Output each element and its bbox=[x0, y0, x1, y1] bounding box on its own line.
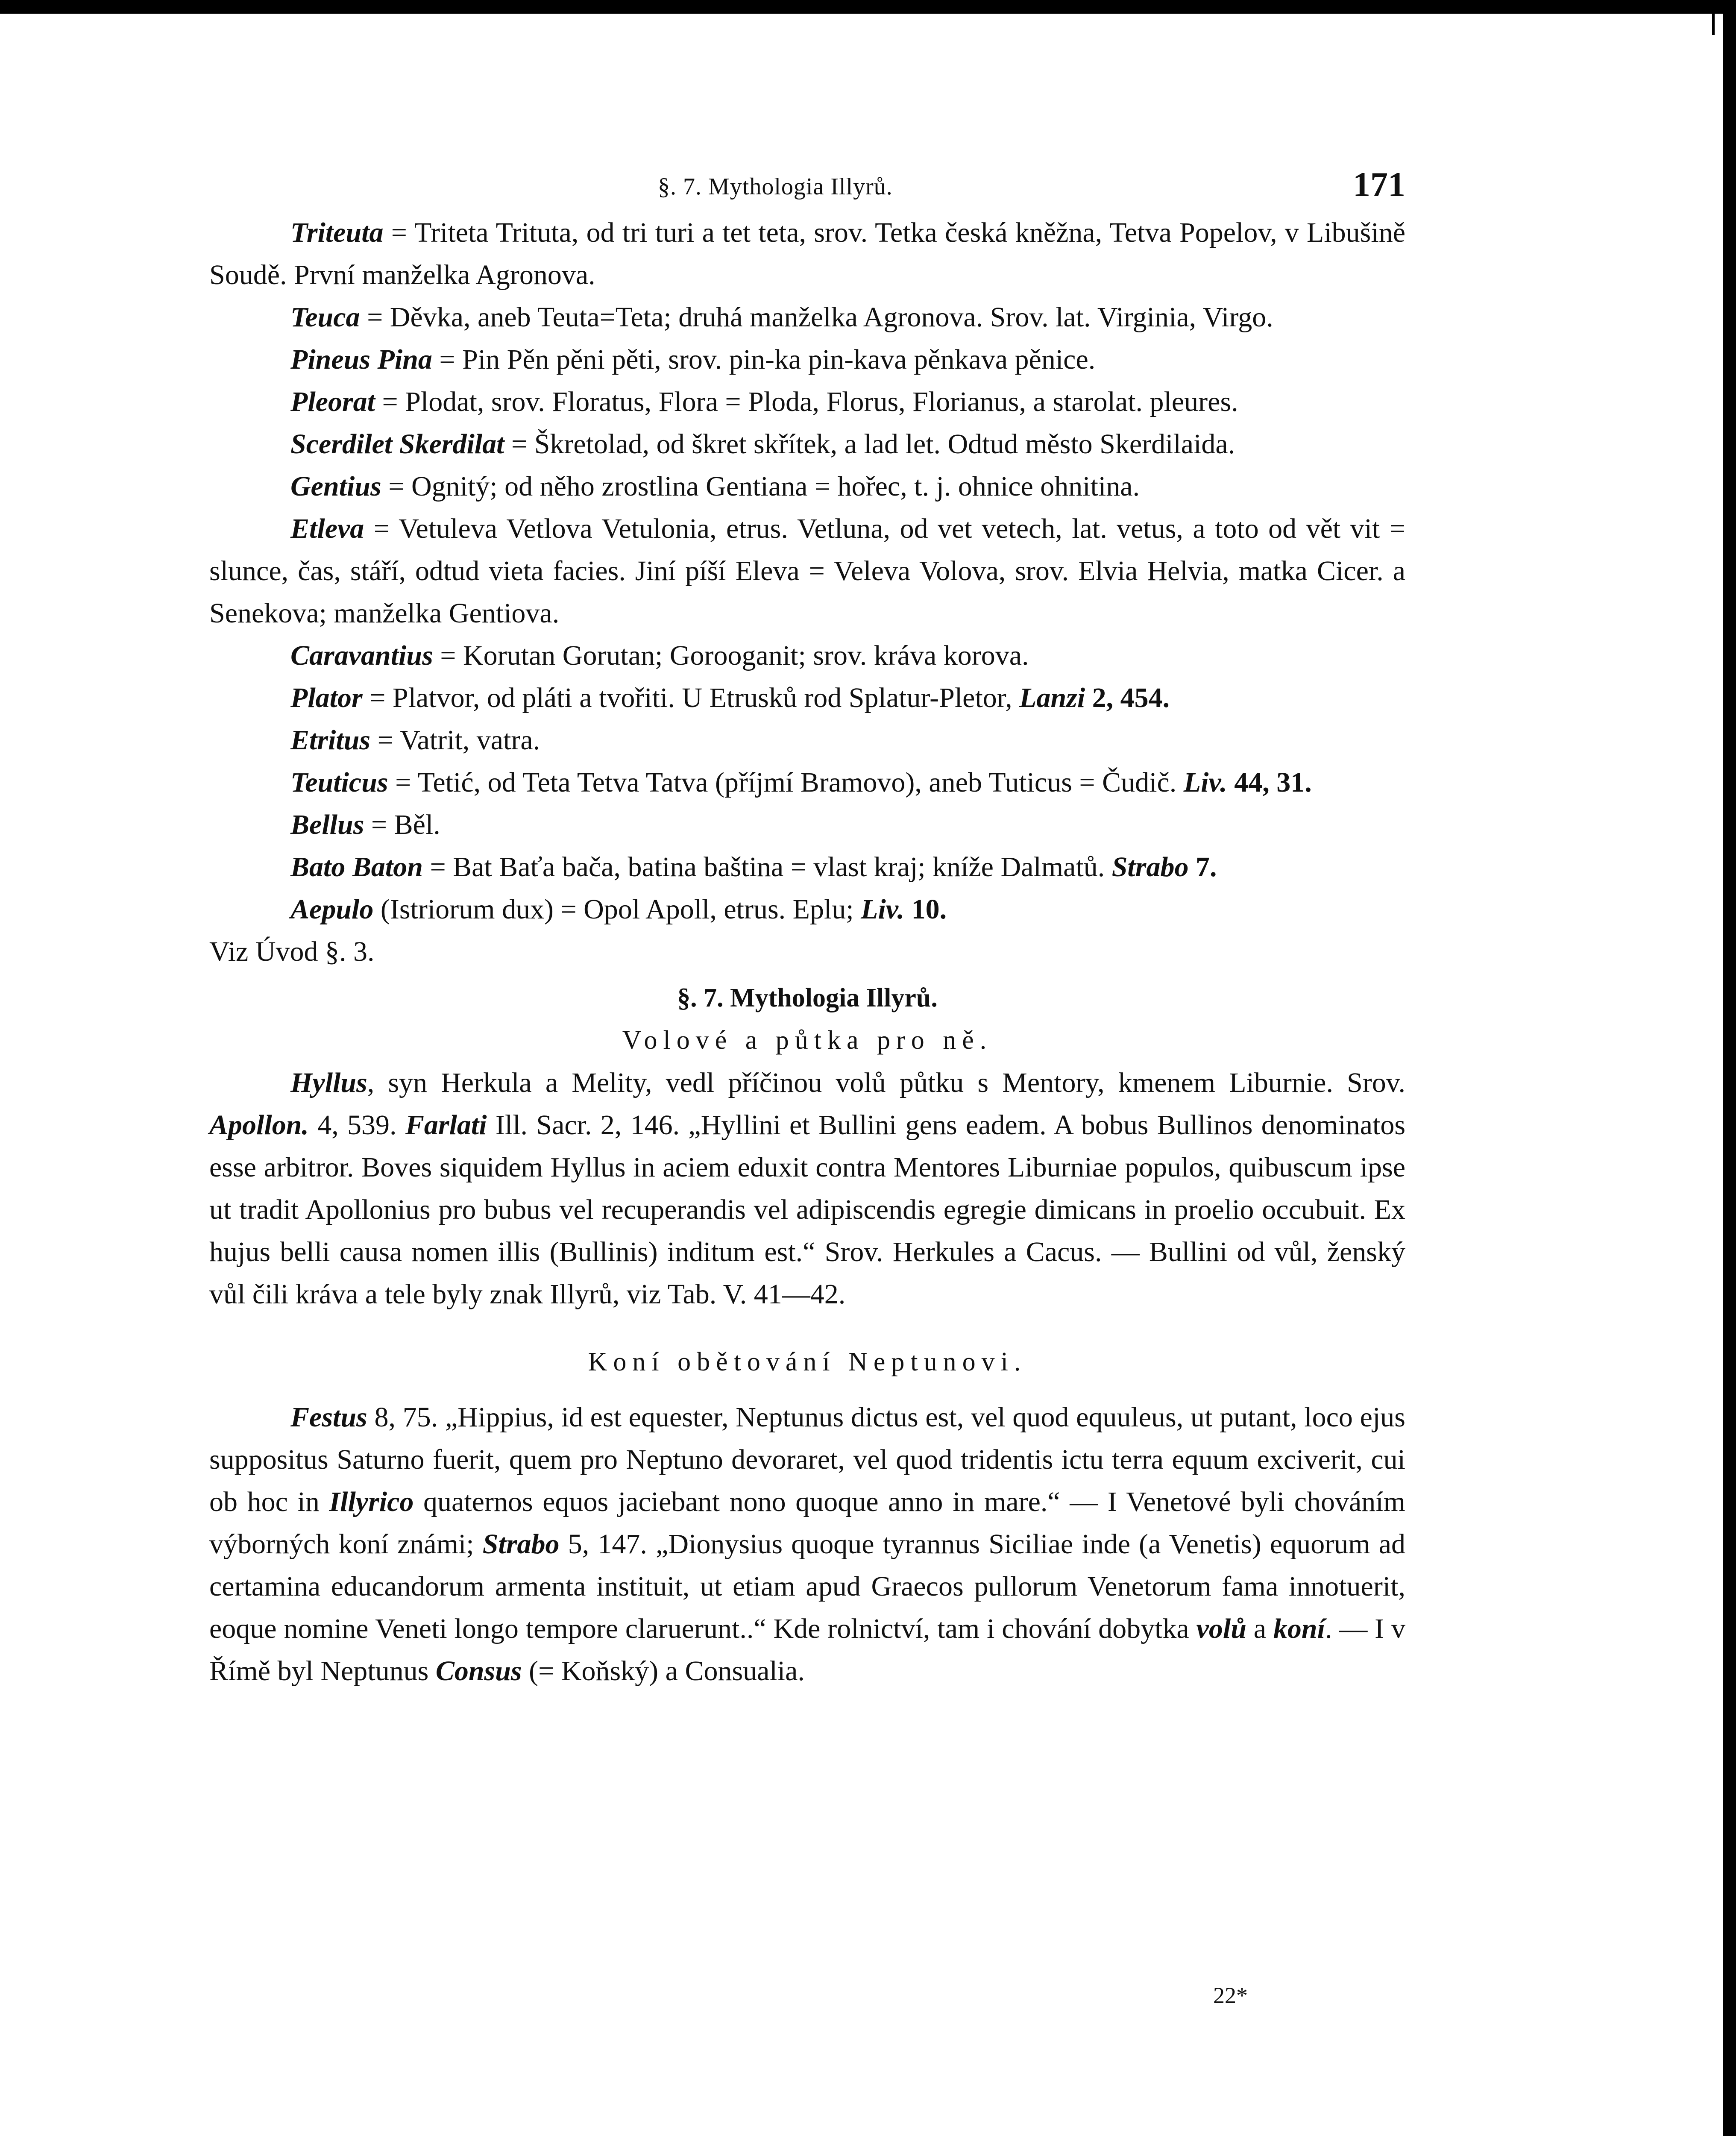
entry-aepulo bbox=[209, 888, 1405, 930]
paragraph-term: Hyllus bbox=[290, 1067, 367, 1098]
entry-term: Etritus bbox=[290, 725, 371, 756]
entry-caravantius bbox=[209, 634, 1405, 677]
paragraph-text: 5, 147. „Dionysius quoque tyrannus Siciliae inde (a Venetis) equorum ad certamina educandorum armenta instituit, ut etiam apud Graecos pullorum Venetorum fama innotuerit, eoque nomine Veneti longo tempore claruerunt..“ Kde rolnictví, tam i chování dobytka bbox=[209, 1529, 1405, 1644]
body-text bbox=[209, 211, 1405, 1692]
section-subtitle-2: Koní obětování Neptunovi. bbox=[588, 1347, 1027, 1376]
entry-text: = Škretolad, od škret skřítek, a lad let. Odtud město Skerdilaida. bbox=[504, 428, 1235, 460]
paragraph-text: 8, 75. „Hippius, id est equester, Neptunus dictus est, vel quod equuleus, ut putant, loco ejus suppositus Saturno fuerit, quem pro Neptuno devoraret, vel quod tridentis ictu terra equum exciverit, cui ob hoc in bbox=[209, 1402, 1405, 1517]
entry-reference-text: 2, 454. bbox=[1085, 682, 1170, 713]
scan-frame-right bbox=[1723, 0, 1736, 2136]
entry-term: Bato Baton bbox=[290, 851, 423, 883]
entry-term: Caravantius bbox=[290, 640, 433, 671]
entry-term: Bellus bbox=[290, 809, 364, 840]
entry-teuca bbox=[209, 296, 1405, 338]
paragraph-term: Festus bbox=[290, 1402, 367, 1433]
paragraph-hyllus bbox=[209, 1062, 1405, 1315]
paragraph-text: quaternos equos jaciebant nono quoque anno in mare.“ — I Venetové byli chováním výborných koní známi; bbox=[209, 1486, 1405, 1560]
entry-term: Teuca bbox=[290, 302, 360, 333]
paragraph-text: (= Koňský) a Consualia. bbox=[522, 1655, 805, 1687]
entry-text: = Děvka, aneb Teuta=Teta; druhá manželka Agronova. Srov. lat. Virginia, Virgo. bbox=[360, 302, 1273, 333]
section-heading: §. 7. Mythologia Illyrů. bbox=[677, 983, 938, 1012]
paragraph-text: a bbox=[1246, 1613, 1273, 1644]
paragraph-reference: Illyrico bbox=[329, 1486, 414, 1517]
entry-term: Teuticus bbox=[290, 767, 388, 798]
paragraph-reference: Farlati bbox=[405, 1109, 487, 1141]
entry-text: = Vatrit, vatra. bbox=[370, 725, 540, 756]
paragraph-emphasis: volů bbox=[1196, 1613, 1246, 1644]
entry-triteuta bbox=[209, 211, 1405, 296]
paragraph-festus bbox=[209, 1396, 1405, 1692]
entry-term: Pleorat bbox=[290, 386, 375, 417]
entry-text: = Bat Baťa bača, batina baština = vlast kraj; kníže Dalmatů. bbox=[422, 851, 1112, 883]
entry-etleva bbox=[209, 508, 1405, 634]
entry-term: Pineus Pina bbox=[290, 344, 432, 375]
running-title: §. 7. Mythologia Illyrů. bbox=[658, 173, 893, 200]
entry-text: (Istriorum dux) = Opol Apoll, etrus. Eplu; bbox=[373, 894, 861, 925]
paragraph-emphasis: koní bbox=[1273, 1613, 1325, 1644]
paragraph-text: , syn Herkula a Melity, vedl příčinou volů půtku s Mentory, kmenem Liburnie. Srov. bbox=[367, 1067, 1405, 1098]
entry-term: Triteuta bbox=[290, 217, 384, 248]
entry-reference: Lanzi bbox=[1019, 682, 1085, 713]
closing-line: Viz Úvod §. 3. bbox=[209, 936, 375, 967]
page-number: 171 bbox=[1353, 165, 1405, 204]
paragraph-emphasis: Consus bbox=[435, 1655, 522, 1687]
entry-reference: Liv. bbox=[1183, 767, 1227, 798]
entry-etritus bbox=[209, 719, 1405, 761]
entry-scerdilet bbox=[209, 423, 1405, 465]
entry-term: Plator bbox=[290, 682, 363, 713]
entry-text: = Triteta Trituta, od tri turi a tet teta, srov. Tetka česká kněžna, Tetva Popelov, v Libušině Soudě. První manželka Agronova. bbox=[209, 217, 1405, 290]
running-head bbox=[209, 164, 1405, 211]
page bbox=[209, 164, 1405, 1692]
entry-term: Etleva bbox=[290, 513, 364, 544]
entry-pleorat bbox=[209, 381, 1405, 423]
paragraph-text: 4, 539. bbox=[308, 1109, 405, 1141]
entry-term: Aepulo bbox=[290, 894, 374, 925]
signature-mark: 22* bbox=[1213, 1983, 1248, 2008]
entry-term: Scerdilet Skerdilat bbox=[290, 428, 504, 460]
entry-reference: Liv. bbox=[861, 894, 905, 925]
entry-text: = Korutan Gorutan; Gorooganit; srov. kráva korova. bbox=[433, 640, 1029, 671]
entry-bato bbox=[209, 846, 1405, 888]
paragraph-reference: Apollon. bbox=[209, 1109, 309, 1141]
paragraph-text: Ill. Sacr. 2, 146. „Hyllini et Bullini gens eadem. A bobus Bullinos denominatos esse arbitror. Boves siquidem Hyllus in aciem eduxit contra Mentores Liburniae populos, quibuscum ipse ut tradit Apollonius pro bubus vel recuperandis vel adipiscendis egregie dimicans in proelio occubuit. Ex hujus belli causa nomen illis (Bullinis) inditum est.“ Srov. Herkules a Cacus. — Bullini od vůl, ženský vůl čili kráva a tele byly znak Illyrů, viz Tab. V. 41—42. bbox=[209, 1109, 1406, 1310]
scan-frame-corner bbox=[1695, 8, 1715, 35]
paragraph-reference: Strabo bbox=[482, 1529, 560, 1560]
entry-text: = Vetuleva Vetlova Vetulonia, etrus. Vetluna, od vet vetech, lat. vetus, a toto od vět vit = slunce, čas, stáří, odtud vieta facies. Jiní píší Eleva = Veleva Volova, srov. Elvia Helvia, matka Cicer. a Senekova; manželka Gentiova. bbox=[209, 513, 1405, 629]
entry-text: = Plodat, srov. Floratus, Flora = Ploda, Florus, Florianus, a starolat. pleures. bbox=[375, 386, 1238, 417]
entry-gentius bbox=[209, 465, 1405, 508]
entry-pineus bbox=[209, 338, 1405, 381]
entry-term: Gentius bbox=[290, 471, 381, 502]
paragraph-text: . — I v Římě byl Neptunus bbox=[209, 1613, 1406, 1687]
entry-text: = Ognitý; od něho zrostlina Gentiana = hořec, t. j. ohnice ohnitina. bbox=[381, 471, 1140, 502]
entry-text: = Pin Pěn pěni pěti, srov. pin-ka pin-kava pěnkava pěnice. bbox=[432, 344, 1096, 375]
scan-frame-top bbox=[0, 0, 1736, 14]
entry-teuticus bbox=[209, 761, 1405, 804]
entry-text: = Platvor, od pláti a tvořiti. U Etrusků rod Splatur-Pletor, bbox=[362, 682, 1020, 713]
entry-reference-text: 10. bbox=[904, 894, 947, 925]
section-subtitle: Volové a půtka pro ně. bbox=[622, 1026, 993, 1055]
entry-reference-text: 44, 31. bbox=[1227, 767, 1312, 798]
entry-text: = Běl. bbox=[364, 809, 440, 840]
entry-reference-text: 7. bbox=[1188, 851, 1217, 883]
entry-text: = Tetić, od Teta Tetva Tatva (příjmí Bramovo), aneb Tuticus = Čudič. bbox=[388, 767, 1184, 798]
entry-reference: Strabo bbox=[1111, 851, 1189, 883]
entry-plator bbox=[209, 677, 1405, 719]
entry-bellus bbox=[209, 804, 1405, 846]
